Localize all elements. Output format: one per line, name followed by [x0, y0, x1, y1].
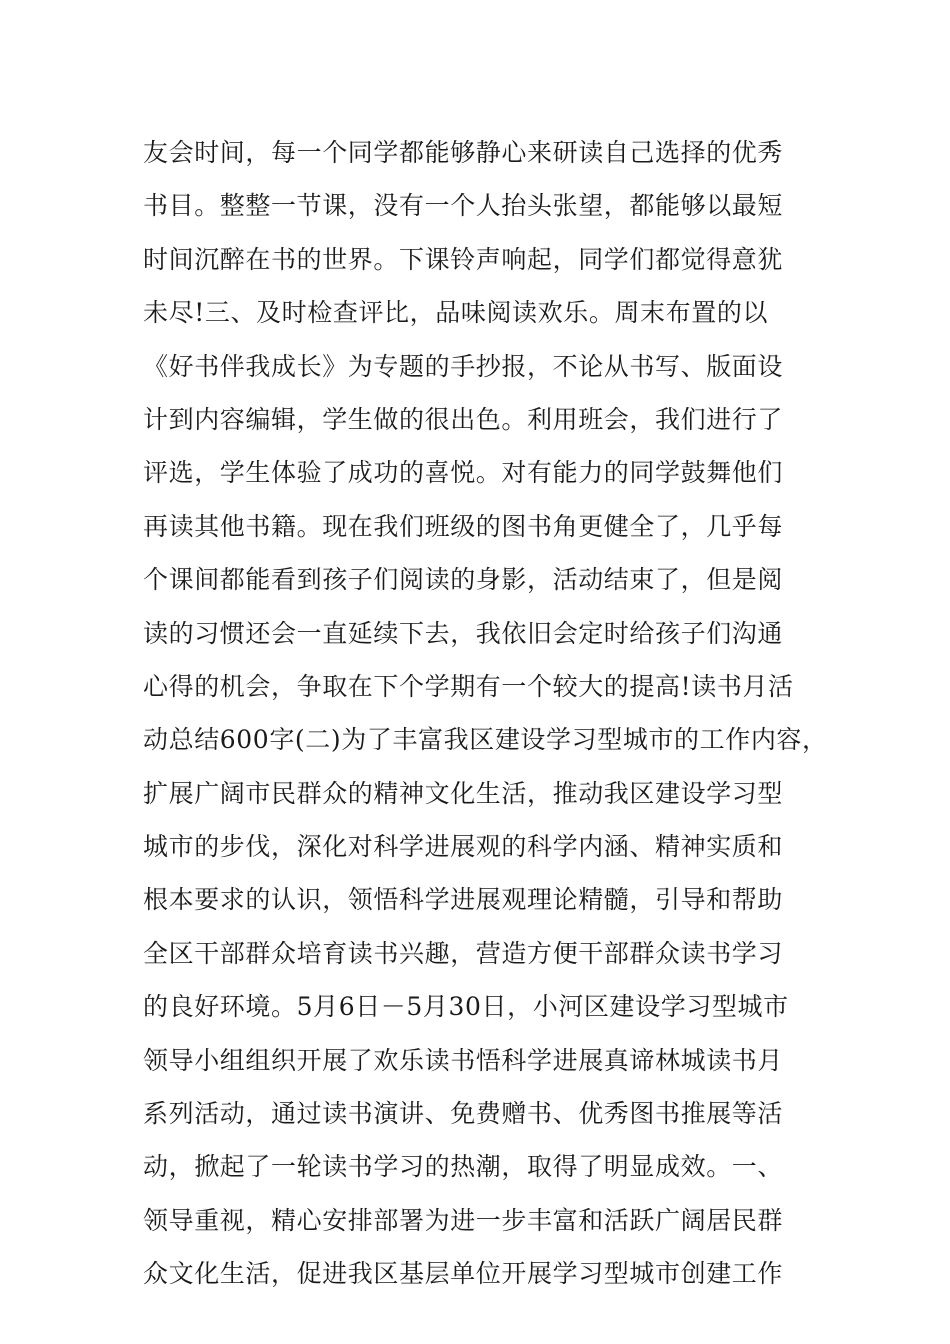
text-line-7: 评选，学生体验了成功的喜悦。对有能力的同学鼓舞他们 [143, 458, 784, 488]
text-line-17: 的良好环境。5月6日－5月30日，小河区建设学习型城市 [143, 992, 789, 1022]
text-line-20: 动，掀起了一轮读书学习的热潮，取得了明显成效。一、 [143, 1152, 784, 1182]
text-line-14: 城市的步伐，深化对科学进展观的科学内涵、精神实质和 [143, 832, 784, 862]
text-line-8: 再读其他书籍。现在我们班级的图书角更健全了，几乎每 [143, 511, 784, 541]
text-line-22: 众文化生活，促进我区基层单位开展学习型城市创建工作 [143, 1259, 784, 1289]
text-line-11: 心得的机会，争取在下个学期有一个较大的提高!读书月活 [143, 671, 794, 701]
text-line-15: 根本要求的认识，领悟科学进展观理论精髓，引导和帮助 [143, 885, 784, 915]
text-line-6: 计到内容编辑，学生做的很出色。利用班会，我们进行了 [143, 404, 784, 434]
text-line-10: 读的习惯还会一直延续下去，我依旧会定时给孩子们沟通 [143, 618, 784, 648]
text-line-21: 领导重视，精心安排部署为进一步丰富和活跃广阔居民群 [143, 1205, 784, 1235]
text-line-13: 扩展广阔市民群众的精神文化生活，推动我区建设学习型 [143, 778, 784, 808]
text-line-9: 个课间都能看到孩子们阅读的身影，活动结束了，但是阅 [143, 565, 784, 595]
text-line-3: 时间沉醉在书的世界。下课铃声响起，同学们都觉得意犹 [143, 244, 784, 274]
text-line-12: 动总结600字(二)为了丰富我区建设学习型城市的工作内容， [143, 725, 828, 755]
text-line-18: 领导小组组织开展了欢乐读书悟科学进展真谛林城读书月 [143, 1045, 784, 1075]
text-line-16: 全区干部群众培育读书兴趣，营造方便干部群众读书学习 [143, 938, 784, 968]
body-text [143, 126, 833, 1301]
text-line-4: 未尽!三、及时检查评比，品味阅读欢乐。周末布置的以 [143, 298, 769, 328]
text-line-1: 友会时间，每一个同学都能够静心来研读自己选择的优秀 [143, 138, 784, 167]
text-line-19: 系列活动，通过读书演讲、免费赠书、优秀图书推展等活 [143, 1099, 784, 1129]
text-line-5: 《好书伴我成长》为专题的手抄报，不论从书写、版面设 [143, 351, 784, 381]
text-line-2: 书目。整整一节课，没有一个人抬头张望，都能够以最短 [143, 191, 784, 221]
